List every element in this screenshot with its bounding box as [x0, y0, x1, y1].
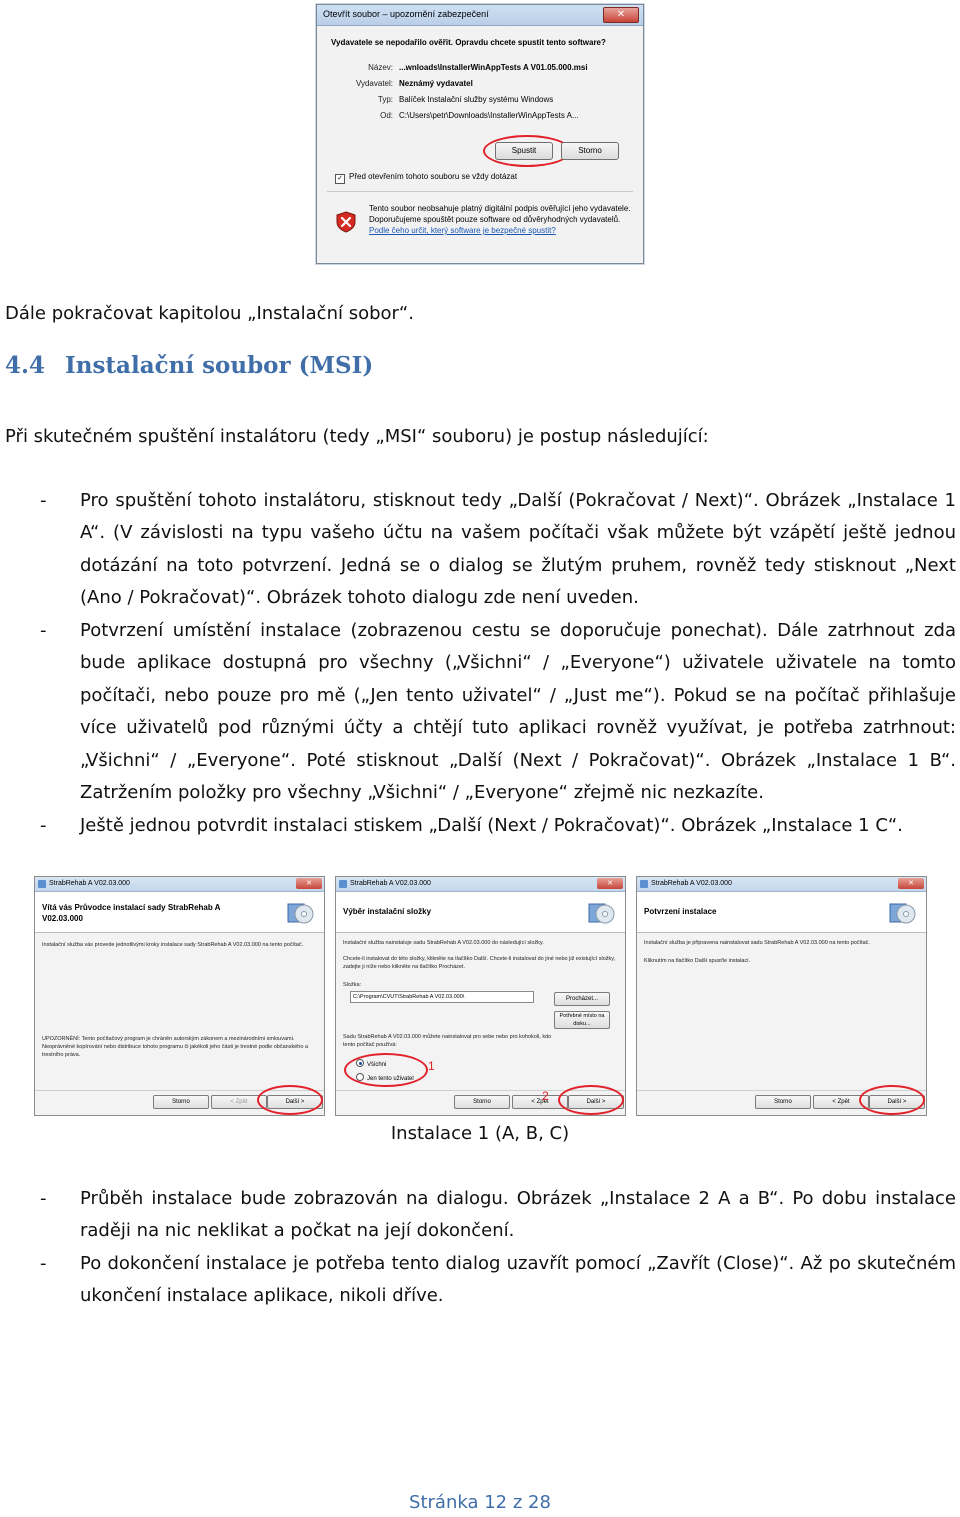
- browse-button[interactable]: Procházet...: [554, 992, 610, 1006]
- cancel-button[interactable]: Storno: [454, 1095, 510, 1109]
- checkbox-checked-icon[interactable]: ✓: [335, 174, 345, 184]
- installer-header: [637, 892, 926, 933]
- always-ask-checkbox[interactable]: [335, 172, 517, 184]
- next-button[interactable]: Další >: [267, 1095, 323, 1109]
- radio-label: Všichni: [367, 1062, 387, 1068]
- installer-disc-icon: [286, 898, 314, 926]
- app-icon: [38, 880, 46, 888]
- annotation-marker: 2: [542, 1089, 549, 1103]
- installer-welcome-text: Instalační služba vás provede jednotlivými kroky instalace sady StrabRehab A V02.03.000 na tento počítač.: [42, 942, 304, 948]
- run-button[interactable]: Spustit: [495, 142, 553, 160]
- list-bullet: -: [40, 1188, 47, 1209]
- dialog-title: Otevřít soubor – upozornění zabezpečení: [323, 9, 489, 19]
- window-close-icon[interactable]: ✕: [603, 7, 639, 23]
- installer-folder-dialog: [335, 876, 626, 1116]
- cancel-button[interactable]: Storno: [153, 1095, 209, 1109]
- installer-window-title: StrabRehab A V02.03.000: [350, 880, 431, 887]
- app-icon: [640, 880, 648, 888]
- back-button[interactable]: < Zpět: [512, 1095, 568, 1109]
- installer-title-bar: [637, 877, 926, 892]
- list-item-text: Pro spuštění tohoto instalátoru, stisknout tedy „Další (Pokračovat / Next)“. Obrázek „Instalace 1 A“. (V závislosti na typu vašeho účtu na vašem počítači však můžete být vzápětí ještě jednou dotázání na toto potvrzení. Jedná se o dialog se žlutým pruhem, rovněž tedy stisknout „Next (Ano / Pokračovat)“. Obrázek tohoto dialogu zde není uveden.: [80, 490, 956, 609]
- detail-value: C:\Users\petr\Downloads\InstallerWinAppTests A...: [399, 111, 579, 120]
- list-item: [40, 1183, 956, 1249]
- app-icon: [339, 880, 347, 888]
- window-close-icon[interactable]: ✕: [296, 878, 322, 889]
- lead-paragraph: Při skutečném spuštění instalátoru (tedy „MSI“ souboru) je postup následující:: [5, 426, 709, 447]
- dialog-question: Vydavatele se nepodařilo ověřit. Opravdu chcete spustit tento software?: [331, 38, 606, 47]
- list-item-text: Ještě jednou potvrdit instalaci stiskem „Další (Next / Pokračovat)“. Obrázek „Instalace 1 C“.: [80, 815, 903, 836]
- security-warning-dialog: [316, 4, 644, 264]
- highlight-circle: [344, 1053, 428, 1087]
- installer-ready-text: Instalační služba je připravena nainstalovat sadu StrabRehab A V02.03.000 na tento počítač.: [644, 940, 870, 946]
- installer-title-bar: [35, 877, 324, 892]
- dialog-title-bar: [317, 5, 643, 26]
- folder-label: Složka:: [343, 982, 362, 988]
- installer-header-title: Vítá vás Průvodce instalací sady StrabRehab A V02.03.000: [42, 903, 221, 923]
- installer-folder-text: Instalační služba nainstaluje sadu StrabRehab A V02.03.000 do následující složky.: [343, 940, 544, 946]
- installer-disc-icon: [888, 898, 916, 926]
- list-item-text: Po dokončení instalace je potřeba tento dialog uzavřít pomocí „Zavřít (Close)“. Až po skutečném ukončení instalace aplikace, nikoli dříve.: [80, 1253, 956, 1307]
- cancel-button[interactable]: Storno: [561, 142, 619, 160]
- warning-help-link[interactable]: Podle čeho určit, který software je bezpečné spustit?: [369, 226, 556, 235]
- section-title: Instalační soubor (MSI): [65, 352, 374, 379]
- list-bullet: -: [40, 620, 47, 641]
- cancel-button[interactable]: Storno: [755, 1095, 811, 1109]
- radio-label: Jen tento uživatel: [367, 1076, 414, 1082]
- highlight-circle: [859, 1085, 925, 1115]
- installer-header: [336, 892, 625, 933]
- installer-title-bar: [336, 877, 625, 892]
- disk-cost-button[interactable]: Potřebné místo na disku...: [554, 1011, 610, 1029]
- highlight-circle: [558, 1085, 624, 1115]
- list-item-text: Potvrzení umístění instalace (zobrazenou cestu se doporučuje ponechat). Dále zatrhnout zda bude aplikace dostupná pro všechny („Všichni“ / „Everyone“) uživatele uživatele na tomto počítači, nebo pouze pro mě („Jen tento uživatel“ / „Just me“). Pokud se na počítač přihlašuje více uživatelů pod různými účty a chtějí tuto aplikaci rovněž využívat, je potřeba zatrhnout: „Všichni“ / „Everyone“. Poté stisknout „Další (Next / Pokračovat)“. Obrázek „Instalace 1 B“. Zatržením položky pro všechny „Všichni“ / „Everyone“ zřejmě nic nezkazíte.: [80, 620, 956, 804]
- list-item: [40, 615, 956, 810]
- detail-label: Název:: [368, 63, 393, 72]
- installer-welcome-dialog: [34, 876, 325, 1116]
- divider: [327, 191, 633, 192]
- installer-folder-help: Chcete-li instalovat do této složky, klikněte na tlačítko Další. Chcete-li instalovat do jiné nebo již existující složky, zadejte ji níže nebo klikněte na tlačítko Procházet.: [343, 956, 616, 970]
- next-button[interactable]: Další >: [568, 1095, 624, 1109]
- folder-path-input[interactable]: C:\Program\CVUT\StrabRehab A V02.03.000\: [350, 991, 534, 1003]
- next-button[interactable]: Další >: [869, 1095, 925, 1109]
- list-item-text: Průběh instalace bude zobrazován na dialogu. Obrázek „Instalace 2 A a B“. Po dobu instalace raději na nic neklikat a počkat na její dokončení.: [80, 1188, 956, 1242]
- detail-label: Od:: [380, 111, 393, 120]
- list-item: [40, 485, 956, 615]
- page-number: Stránka 12 z 28: [409, 1492, 551, 1513]
- highlight-circle: [257, 1085, 323, 1115]
- detail-value: Neznámý vydavatel: [399, 79, 473, 88]
- list-item: [40, 810, 956, 843]
- detail-label: Vydavatel:: [355, 79, 393, 88]
- window-close-icon[interactable]: ✕: [597, 878, 623, 889]
- detail-value: ...wnloads\InstallerWinAppTests A V01.05.000.msi: [399, 63, 588, 72]
- back-button[interactable]: < Zpět: [813, 1095, 869, 1109]
- list-bullet: -: [40, 490, 47, 511]
- installer-header-title: Potvrzení instalace: [644, 907, 717, 916]
- back-button[interactable]: < Zpět: [211, 1095, 267, 1109]
- installer-start-text: Kliknutím na tlačítko Další spusťte instalaci.: [644, 958, 750, 964]
- window-close-icon[interactable]: ✕: [898, 878, 924, 889]
- installer-header-title: Výběr instalační složky: [343, 907, 432, 916]
- installer-window-title: StrabRehab A V02.03.000: [49, 880, 130, 887]
- installer-header: [35, 892, 324, 933]
- annotation-marker: 1: [428, 1059, 435, 1073]
- detail-value: Balíček Instalační služby systému Windows: [399, 95, 554, 104]
- section-number: 4.4: [5, 352, 46, 379]
- section-heading: [5, 352, 373, 379]
- installer-window-title: StrabRehab A V02.03.000: [651, 880, 732, 887]
- list-bullet: -: [40, 1253, 47, 1274]
- list-item: [40, 1248, 956, 1314]
- warning-text: Tento soubor neobsahuje platný digitální podpis ověřující jeho vydavatele. Doporučujeme spouštět pouze software od důvěryhodných vydavatelů.: [369, 204, 631, 224]
- checkbox-label: Před otevřením tohoto souboru se vždy dotázat: [349, 172, 518, 181]
- install-for-text: Sadu StrabRehab A V02.03.000 můžete nainstalovat pro sebe nebo pro kohokoli, kdo tento počítač používá:: [343, 1034, 552, 1048]
- installer-disc-icon: [587, 898, 615, 926]
- unsigned-warning: [369, 203, 631, 236]
- installer-confirm-dialog: [636, 876, 927, 1116]
- detail-label: Typ:: [377, 95, 393, 104]
- shield-warning-icon: [335, 211, 357, 233]
- figure-caption: Instalace 1 (A, B, C): [390, 1123, 570, 1144]
- list-bullet: -: [40, 815, 47, 836]
- installer-copyright-warning: UPOZORNĚNÍ: Tento počítačový program je chráněn autorským zákonem a mezinárodními smlouvami. Neoprávněné kopírování nebo distribuce tohoto programu či jakékoli jeho části je trestné podle občanského a trestního práva.: [42, 1036, 308, 1058]
- intro-paragraph: Dále pokračovat kapitolou „Instalační sobor“.: [5, 303, 414, 324]
- file-details: [349, 63, 637, 133]
